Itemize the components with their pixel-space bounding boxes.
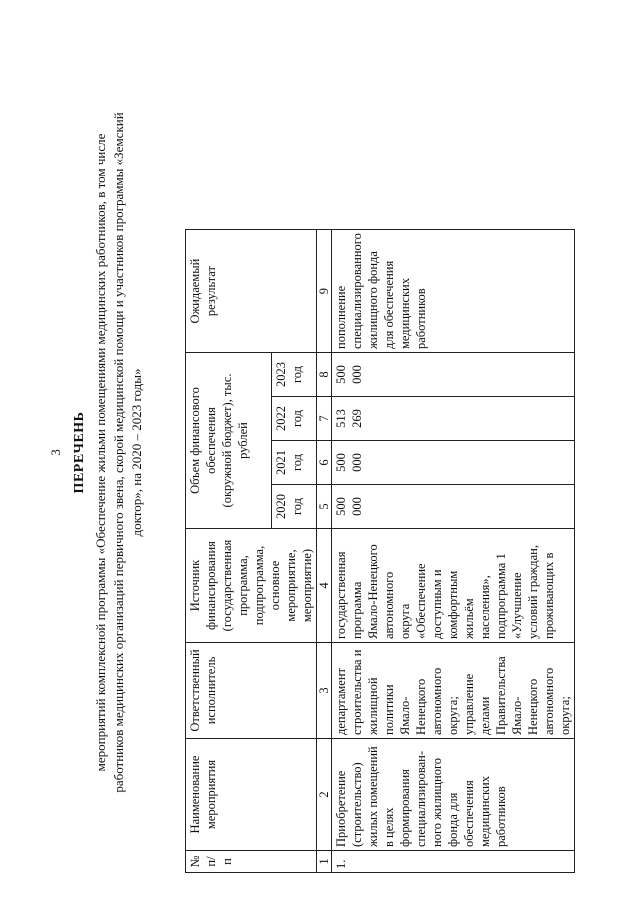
- row-value-2020: 500 000: [332, 485, 575, 529]
- column-number: 3: [317, 643, 332, 739]
- page-number: 3: [48, 449, 63, 456]
- header-name: Наименование мероприятия: [186, 739, 317, 851]
- header-source: Источник финансирования (государственная программа, подпрограмма, основное мероприятие, мероприятие): [186, 529, 317, 643]
- column-number: 8: [317, 353, 332, 397]
- row-value-2021: 500 000: [332, 441, 575, 485]
- document-title: ПЕРЕЧЕНЬ: [72, 411, 87, 494]
- header-year-2021: 2021 год: [272, 441, 317, 485]
- column-number: 5: [317, 485, 332, 529]
- column-number: 9: [317, 230, 332, 353]
- subtitle-line-2: работников медицинских организаций первичного звена, скорой медицинской помощи и участников программы «Земский: [111, 112, 126, 793]
- header-year-2023: 2023 год: [272, 353, 317, 397]
- header-num: № п/п: [186, 851, 317, 873]
- column-number: 4: [317, 529, 332, 643]
- row-value-2023: 500 000: [332, 353, 575, 397]
- row-name: Приобретение (строительство) жилых помещений в целях формирования специализирован- ного жилищного фонда для обеспечения медицинских работников: [332, 739, 575, 851]
- header-volume: Объем финансового обеспечения (окружной бюджет), тыс. рублей: [186, 353, 272, 529]
- header-row-1: [186, 230, 272, 873]
- row-num: 1.: [332, 851, 575, 873]
- header-year-2022: 2022 год: [272, 397, 317, 441]
- measures-table: [185, 229, 575, 873]
- row-source: государственная программа Ямало-Ненецкого автономного округа «Обеспечение доступным и комфортным жильём населения», подпрограмма 1 «Улучшение условий граждан, проживающих в: [332, 529, 575, 643]
- subtitle-line-1: мероприятий комплексной программы «Обеспечение жильми помещениями медицинских работников, в том числе: [93, 133, 108, 772]
- column-number: 1: [317, 851, 332, 873]
- header-year-2020: 2020 год: [272, 485, 317, 529]
- subtitle-line-3: доктор», на 2020 – 2023 годы»: [129, 368, 144, 537]
- header-responsible: Ответственный исполнитель: [186, 643, 317, 739]
- table-row: [332, 230, 575, 873]
- column-number: 6: [317, 441, 332, 485]
- column-number: 7: [317, 397, 332, 441]
- row-value-2022: 513 269: [332, 397, 575, 441]
- column-number: 2: [317, 739, 332, 851]
- row-result: пополнение специализированного жилищного фонда для обеспечения медицинских работников: [332, 230, 575, 353]
- row-responsible: департамент строительства и жилищной политики Ямало- Ненецкого автономного округа; управление делами Правительства Ямало- Ненецкого автономного округа;: [332, 643, 575, 739]
- header-result: Ожидаемый результат: [186, 230, 317, 353]
- column-number-row: [317, 230, 332, 873]
